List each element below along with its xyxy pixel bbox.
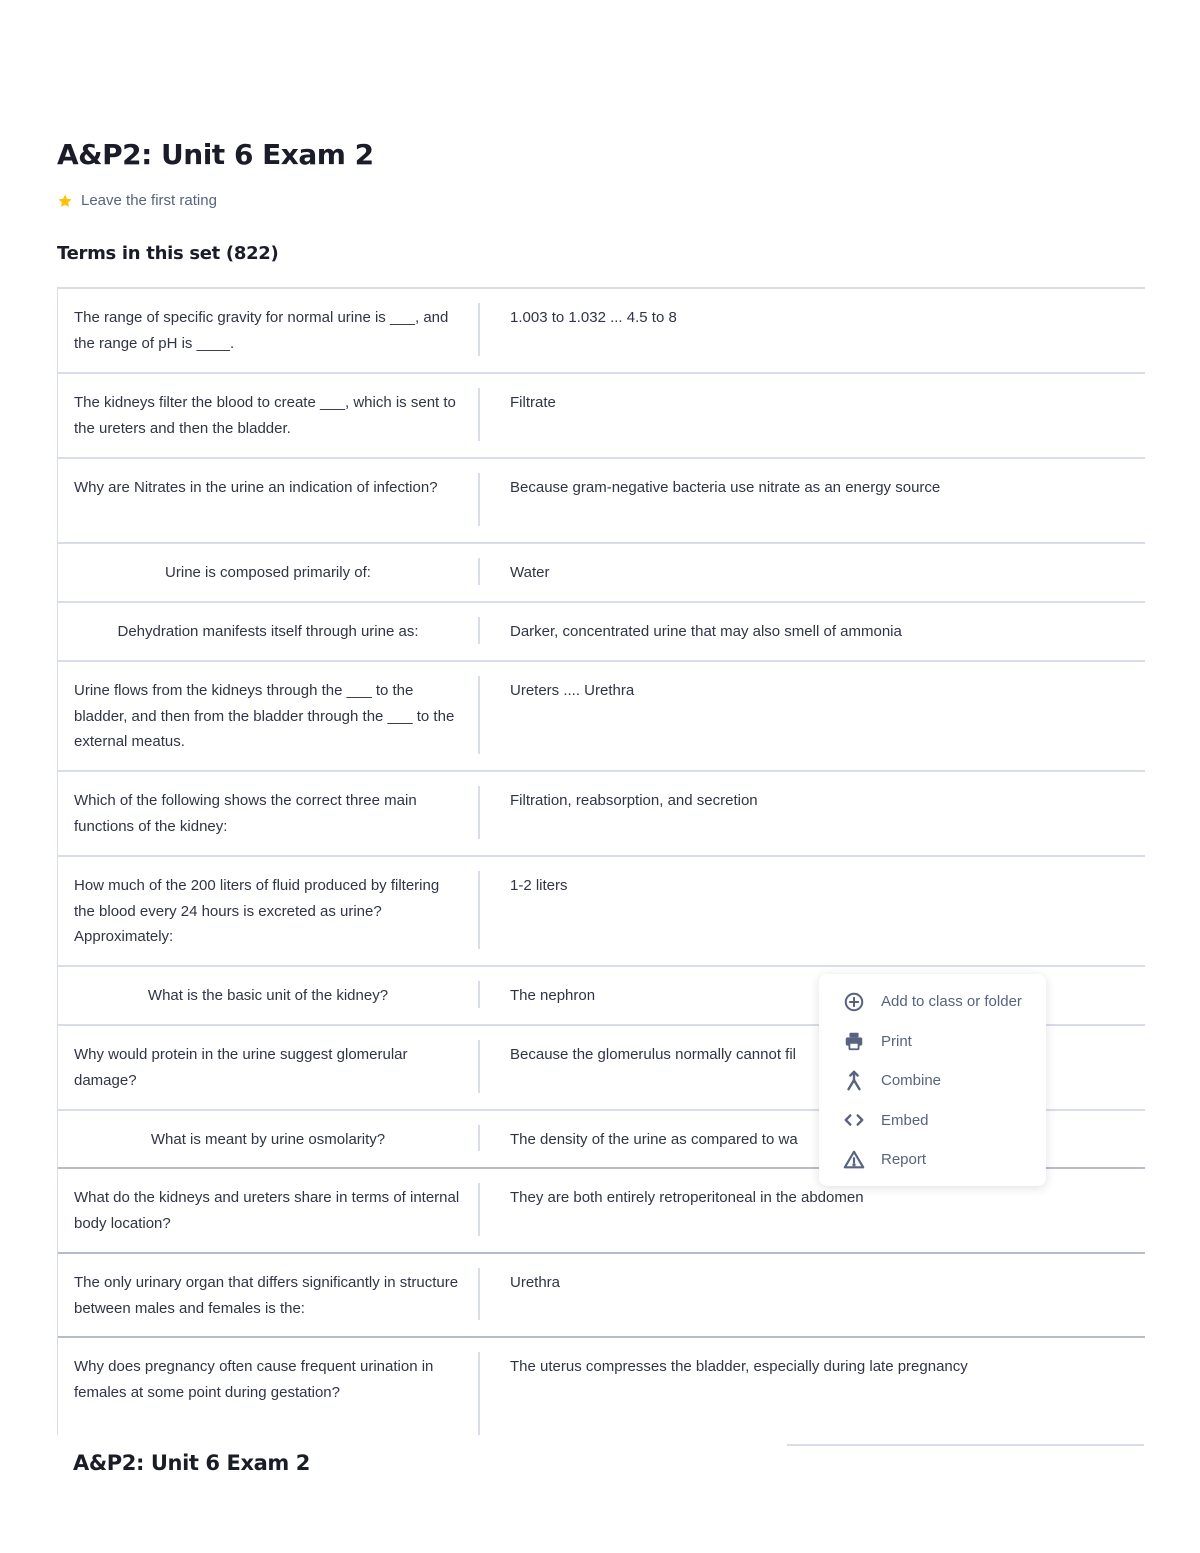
table-row [58, 662, 1145, 772]
menu-item-add-to-class-or-folder[interactable] [819, 982, 1046, 1022]
term-text: Why are Nitrates in the urine an indication of infection? [74, 479, 438, 496]
menu-item-label: Combine [881, 1072, 942, 1090]
add-circle-icon [843, 991, 865, 1013]
definition-text: Urethra [510, 1274, 561, 1291]
definition-text: 1-2 liters [510, 877, 568, 894]
definition-text: Water [510, 564, 550, 581]
table-row [58, 289, 1145, 374]
definition-text: Because the glomerulus normally cannot fil [510, 1046, 796, 1063]
footer-divider [787, 1444, 1144, 1446]
table-row [58, 857, 1145, 967]
table-row [58, 603, 1145, 662]
table-row [58, 772, 1145, 857]
menu-item-combine[interactable] [819, 1061, 1046, 1101]
menu-item-label: Report [881, 1151, 927, 1169]
definition-text: Filtration, reabsorption, and secretion [510, 792, 758, 809]
definition-text: Darker, concentrated urine that may also smell of ammonia [510, 623, 902, 640]
term-text: How much of the 200 liters of fluid produced by filtering the blood every 24 hours is excreted as urine? Approximately: [74, 877, 440, 945]
options-menu [819, 974, 1046, 1186]
table-row [58, 374, 1145, 459]
terms-heading: Terms in this set (822) [57, 243, 279, 264]
warning-icon [843, 1149, 865, 1171]
term-text: Urine flows from the kidneys through the ___ to the bladder, and then from the bladder through the ___ to the external meatus. [74, 682, 455, 750]
menu-item-label: Print [881, 1032, 912, 1050]
term-text: Which of the following shows the correct three main functions of the kidney: [74, 792, 417, 835]
star-icon [57, 193, 73, 209]
footer-title: A&P2: Unit 6 Exam 2 [73, 1451, 311, 1475]
definition-text: The uterus compresses the bladder, especially during late pregnancy [510, 1358, 968, 1375]
merge-icon [843, 1070, 865, 1092]
term-text: Urine is composed primarily of: [165, 564, 371, 581]
definition-text: The density of the urine as compared to wa [510, 1131, 798, 1148]
table-row [58, 459, 1145, 544]
term-text: Why does pregnancy often cause frequent urination in females at some point during gestation? [74, 1358, 434, 1401]
table-row [58, 1338, 1145, 1435]
rating-text: Leave the first rating [81, 192, 217, 209]
code-icon [843, 1109, 865, 1131]
table-row [58, 1254, 1145, 1338]
term-text: Why would protein in the urine suggest glomerular damage? [74, 1046, 408, 1089]
printer-icon [843, 1030, 865, 1052]
term-text: The kidneys filter the blood to create ___, which is sent to the ureters and then the bladder. [74, 394, 456, 437]
menu-item-print[interactable] [819, 1022, 1046, 1062]
definition-text: They are both entirely retroperitoneal in the abdomen [510, 1189, 864, 1206]
definition-text: Ureters .... Urethra [510, 682, 635, 699]
definition-text: Because gram-negative bacteria use nitrate as an energy source [510, 479, 941, 496]
term-text: What is meant by urine osmolarity? [150, 1131, 386, 1148]
term-text: The range of specific gravity for normal urine is ___, and the range of pH is ____. [74, 309, 449, 352]
menu-item-embed[interactable] [819, 1101, 1046, 1141]
term-text: What is the basic unit of the kidney? [147, 987, 389, 1004]
definition-text: The nephron [510, 987, 596, 1004]
term-text: What do the kidneys and ureters share in terms of internal body location? [74, 1189, 460, 1232]
term-text: The only urinary organ that differs significantly in structure between males and females is the: [74, 1274, 459, 1317]
term-text: Dehydration manifests itself through urine as: [117, 623, 419, 640]
rating-link[interactable] [57, 192, 217, 209]
definition-text: 1.003 to 1.032 ... 4.5 to 8 [510, 309, 677, 326]
definition-text: Filtrate [510, 394, 556, 411]
table-row [58, 544, 1145, 603]
page-title: A&P2: Unit 6 Exam 2 [57, 138, 374, 171]
menu-item-label: Add to class or folder [881, 993, 1022, 1011]
terms-table [57, 287, 1145, 1435]
menu-item-label: Embed [881, 1111, 929, 1129]
menu-item-report[interactable] [819, 1140, 1046, 1180]
